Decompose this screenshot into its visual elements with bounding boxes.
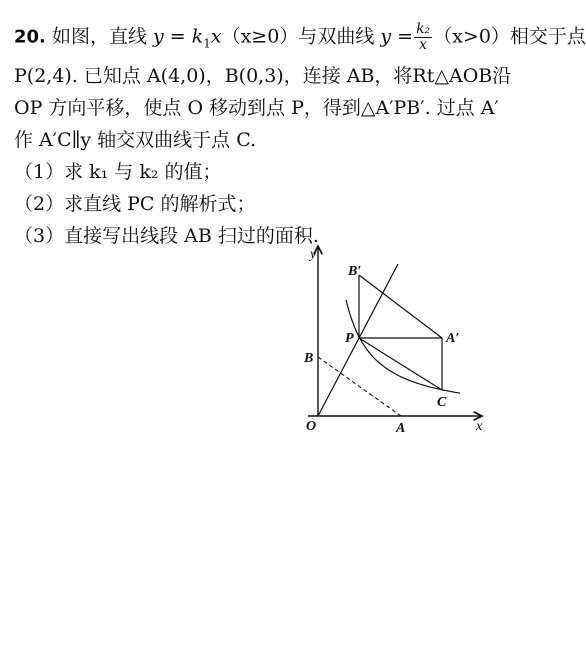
label-C: C xyxy=(437,395,447,410)
problem-line-3: OP 方向平移，使点 O 移动到点 P，得到△A′PB′. 过点 A′ xyxy=(14,97,499,119)
geometry-diagram xyxy=(290,238,490,438)
line1-text-c: 相交于点 xyxy=(509,25,586,48)
fraction-k2-over-x xyxy=(414,22,432,53)
line1-eq1: y = k xyxy=(152,25,204,48)
line1-eq1-x: x xyxy=(210,25,222,48)
line1-eq1-sub: 1 xyxy=(203,36,211,51)
line-y-k1x xyxy=(318,264,398,416)
question-2: （2）求直线 PC 的解析式； xyxy=(14,193,256,215)
label-A-prime: A′ xyxy=(446,331,460,346)
fraction-denominator: x xyxy=(419,37,428,53)
problem-line-2: P(2,4). 已知点 A(4,0)，B(0,3)，连接 AB，将Rt△AOB沿 xyxy=(14,65,512,87)
fraction-numerator: k₂ xyxy=(416,21,431,37)
label-x-axis: x xyxy=(476,419,483,434)
label-B: B xyxy=(304,351,314,366)
label-P: P xyxy=(345,331,354,346)
problem-line-4: 作 A′C∥y 轴交双曲线于点 C. xyxy=(14,129,257,151)
label-B-prime: B′ xyxy=(348,264,362,279)
label-origin: O xyxy=(306,419,317,434)
hyperbola-curve xyxy=(346,300,460,393)
segment-A-prime-B-prime xyxy=(359,275,442,338)
line1-text-a: 如图，直线 xyxy=(51,25,153,48)
label-A: A xyxy=(396,421,406,436)
line1-cond1: （x≥0） xyxy=(221,25,299,48)
line1-eq2: y = xyxy=(380,25,414,48)
segment-AB-dashed xyxy=(318,357,401,416)
line1-cond2: （x>0） xyxy=(433,25,510,48)
problem-number: 20. xyxy=(14,26,46,48)
line1-text-b: 与双曲线 xyxy=(298,25,381,48)
question-3: （3）直接写出线段 AB 扫过的面积. xyxy=(14,225,319,247)
segment-PC xyxy=(359,338,442,390)
problem-line-1 xyxy=(14,21,586,55)
question-1: （1）求 k₁ 与 k₂ 的值； xyxy=(14,161,222,183)
label-y-axis: y xyxy=(310,247,317,262)
